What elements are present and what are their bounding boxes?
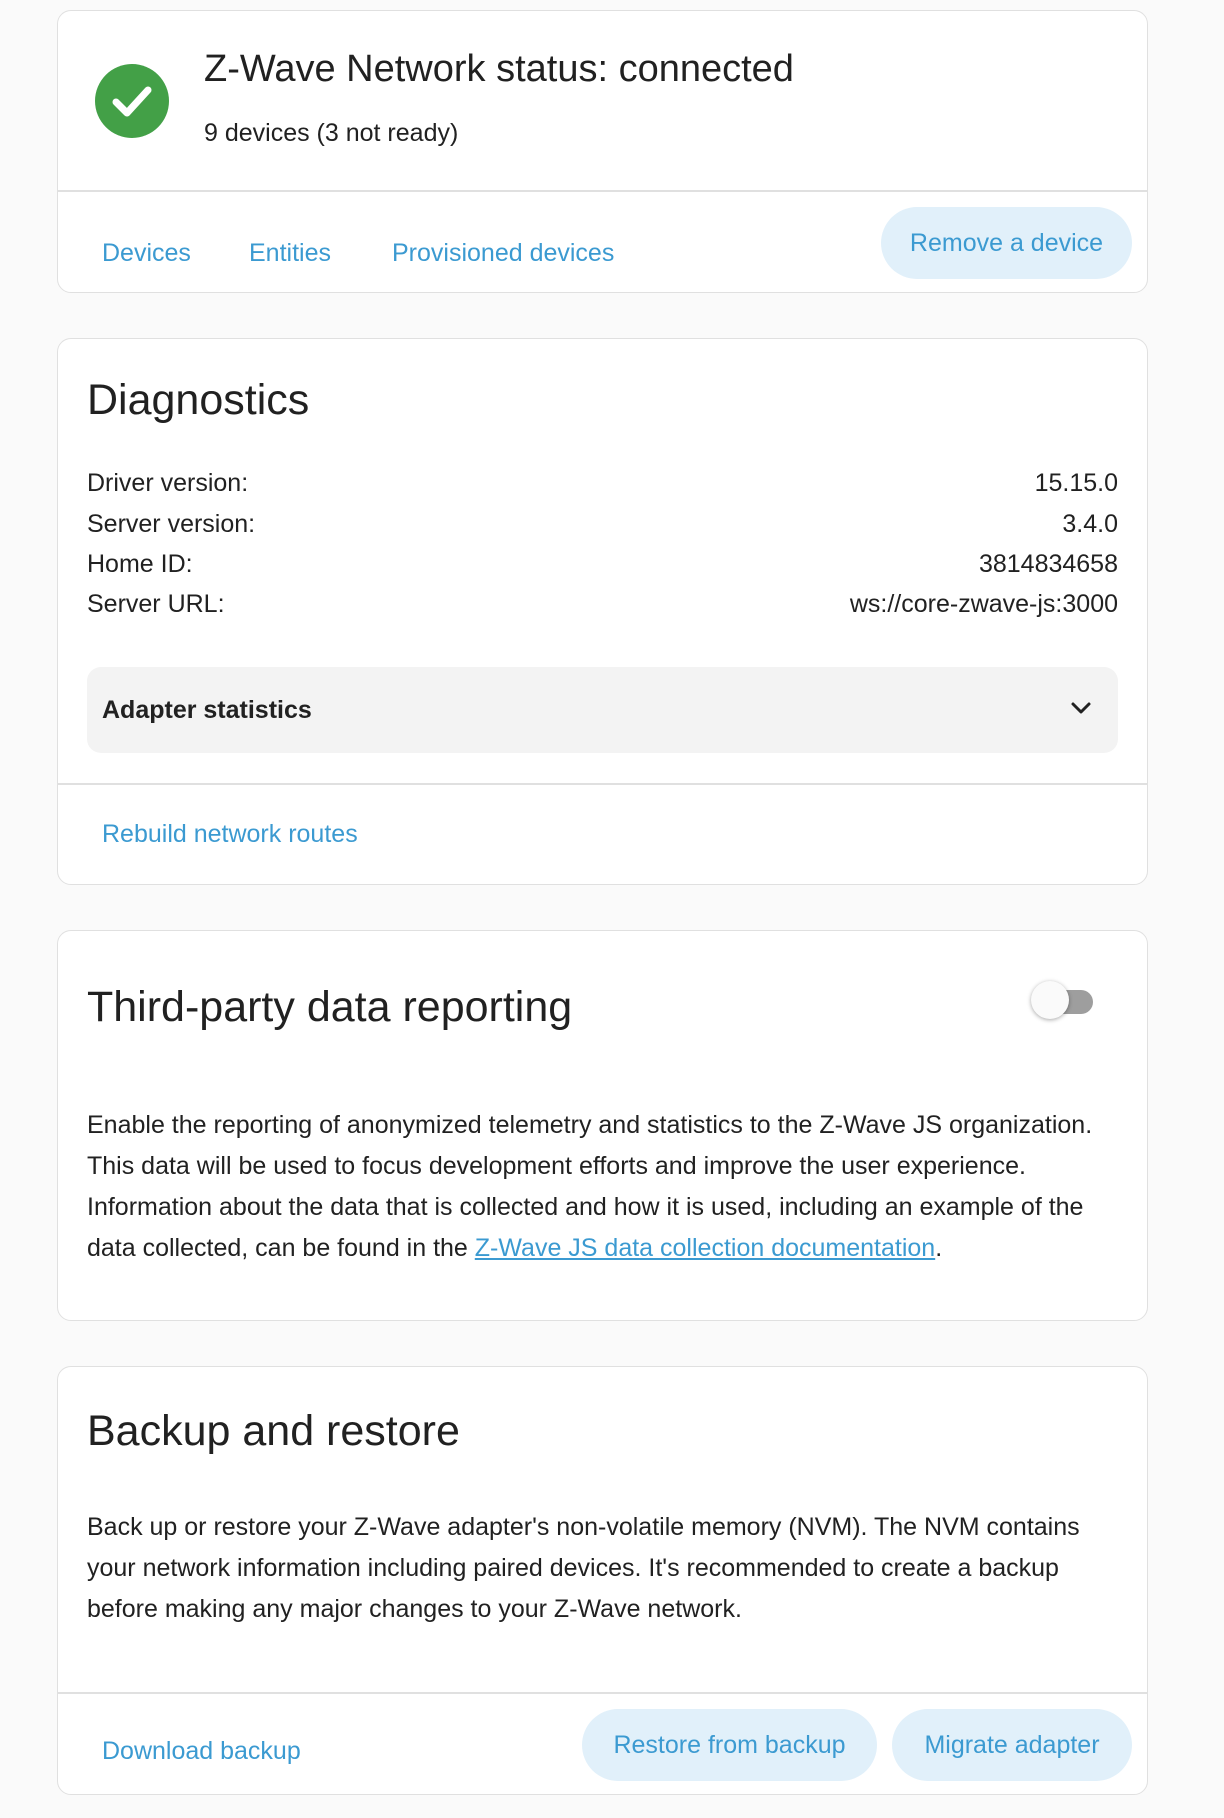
backup-description: Back up or restore your Z-Wave adapter's non-volatile memory (NVM). The NVM contains your network information including paired devices. It's recommended to create a backup before making any major changes to your Z-Wave network. (87, 1513, 1080, 1623)
network-status-card (57, 10, 1148, 293)
home-id-row (87, 550, 1118, 579)
server-version-row (87, 510, 1118, 539)
chevron-down-icon (1068, 695, 1094, 726)
driver-version-value: 15.15.0 (1034, 469, 1118, 497)
adapter-statistics-expander[interactable] (87, 667, 1118, 753)
data-reporting-title: Third-party data reporting (87, 983, 573, 1031)
toggle-knob (1031, 981, 1069, 1019)
divider (58, 190, 1147, 192)
rebuild-network-routes-button[interactable]: Rebuild network routes (102, 820, 358, 848)
server-version-value: 3.4.0 (1062, 510, 1118, 538)
description-text: Enable the reporting of anonymized telemetry and statistics to the Z-Wave JS organization. This data will be used to focus development efforts and improve the user experience. Information about the data that is collected and how it is used, including an example of the data collected, can be found in the (87, 1111, 1093, 1262)
server-url-value: ws://core-zwave-js:3000 (849, 590, 1118, 618)
server-url-label: Server URL: (87, 590, 225, 618)
remove-device-button[interactable]: Remove a device (881, 207, 1132, 279)
provisioned-devices-button[interactable]: Provisioned devices (392, 239, 615, 267)
data-reporting-description (87, 1105, 1118, 1269)
restore-from-backup-button[interactable]: Restore from backup (582, 1709, 877, 1781)
devices-button[interactable]: Devices (102, 239, 191, 267)
download-backup-button[interactable]: Download backup (102, 1737, 301, 1765)
home-id-value: 3814834658 (978, 550, 1118, 578)
backup-restore-card (57, 1366, 1148, 1795)
driver-version-label: Driver version: (87, 469, 249, 497)
diagnostics-card (57, 338, 1148, 885)
data-reporting-toggle[interactable] (1031, 981, 1097, 1021)
server-version-label: Server version: (87, 510, 256, 538)
home-id-label: Home ID: (87, 550, 193, 578)
data-collection-docs-link[interactable]: Z-Wave JS data collection documentation (474, 1234, 936, 1262)
divider (58, 783, 1147, 785)
data-reporting-card (57, 930, 1148, 1321)
server-url-row (87, 590, 1118, 619)
description-end: . (935, 1234, 943, 1262)
backup-restore-title: Backup and restore (87, 1407, 460, 1455)
device-count: 9 devices (3 not ready) (204, 119, 459, 147)
entities-button[interactable]: Entities (249, 239, 331, 267)
divider (58, 1692, 1147, 1694)
diagnostics-title: Diagnostics (87, 376, 310, 424)
check-circle-icon (95, 64, 169, 138)
migrate-adapter-button[interactable]: Migrate adapter (892, 1709, 1132, 1781)
network-status-title: Z-Wave Network status: connected (204, 48, 794, 90)
adapter-statistics-label: Adapter statistics (102, 695, 312, 724)
driver-version-row (87, 469, 1118, 498)
